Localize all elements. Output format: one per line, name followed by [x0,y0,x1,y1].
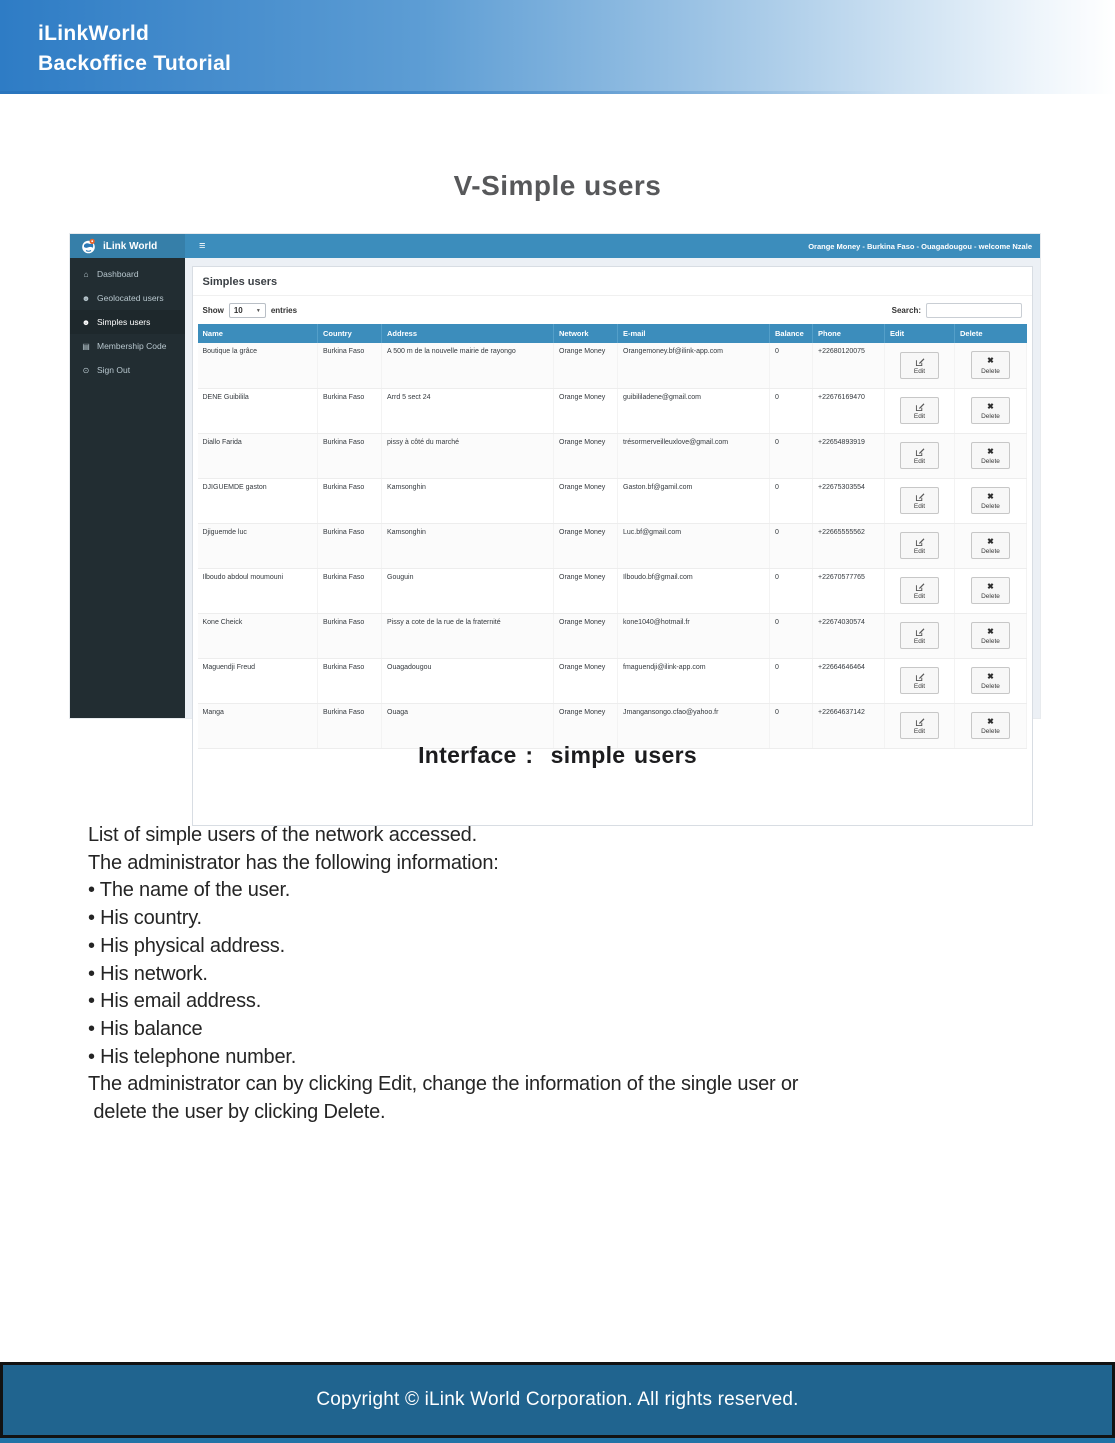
section-title: V-Simple users [453,170,662,201]
name-cell: Djiguemde luc [198,523,318,568]
email-cell: kone1040@hotmail.fr [618,613,770,658]
email-cell: Ilboudo.bf@gmail.com [618,568,770,613]
column-header-e-mail[interactable]: E-mail [618,324,770,343]
delete-button-label: Delete [981,412,1000,420]
country-cell: Burkina Faso [318,523,382,568]
edit-button-label: Edit [913,502,926,510]
delete-icon [987,492,994,501]
table-row [198,388,1027,433]
copyright-text: Copyright © iLink World Corporation. All rights reserved. [316,1389,799,1410]
delete-button[interactable] [971,577,1010,605]
edit-button[interactable] [900,532,939,559]
name-cell: Boutique la grâce [198,343,318,388]
home-icon: ⌂ [83,269,89,279]
brand-title: iLinkWorld [38,22,150,45]
footer-accent-strip [0,1438,1115,1443]
edit-icon [915,719,925,726]
brand-name: iLink World [103,240,158,252]
column-header-phone[interactable]: Phone [813,324,885,343]
column-header-balance[interactable]: Balance [770,324,813,343]
country-cell: Burkina Faso [318,568,382,613]
delete-icon [987,447,994,456]
edit-button[interactable] [900,667,939,694]
phone-cell: +22680120075 [813,343,885,388]
sidebar-toggle-icon[interactable] [185,240,219,252]
phone-cell: +22665555562 [813,523,885,568]
description-line: The administrator can by clicking Edit, change the information of the single user or [88,1073,799,1096]
edit-button-label: Edit [913,637,926,645]
network-cell: Orange Money [554,658,618,703]
sidebar-item-geolocated-users[interactable]: ☻ Geolocated users [81,293,164,303]
table-row [198,478,1027,523]
table-row [198,523,1027,568]
sidebar-item-sign-out[interactable]: ⊙ Sign Out [82,365,131,375]
country-cell: Burkina Faso [318,388,382,433]
delete-button-label: Delete [981,367,1000,375]
address-cell: Gouguin [382,568,554,613]
edit-icon [915,539,925,546]
search-label: Search: [891,306,921,315]
email-cell: guibililadene@gmail.com [618,388,770,433]
name-cell: DJIGUEMDE gaston [198,478,318,523]
address-cell: Ouagadougou [382,658,554,703]
delete-icon [987,537,994,546]
edit-icon [915,584,925,591]
description-line: • His telephone number. [88,1045,297,1068]
users-icon: ☻ [81,317,91,327]
show-label: Show [202,306,224,315]
address-cell: Kamsonghin [382,478,554,523]
balance-cell: 0 [770,388,813,433]
address-cell: Ouaga [382,703,554,748]
delete-button-label: Delete [981,547,1000,555]
edit-icon [915,358,925,365]
balance-cell: 0 [770,703,813,748]
table-row [198,433,1027,478]
delete-button[interactable] [971,712,1010,740]
country-cell: Burkina Faso [318,343,382,388]
description-line: The administrator has the following information: [88,851,499,874]
document-header [0,0,1115,94]
edit-button[interactable] [900,487,939,514]
edit-icon [915,494,925,501]
content-area [185,258,1041,735]
document-footer [0,1362,1115,1443]
edit-button-label: Edit [913,412,926,420]
phone-cell: +22664646464 [813,658,885,703]
app-screenshot [70,234,1040,735]
users-table [198,324,1028,749]
phone-cell: +22675303554 [813,478,885,523]
delete-button-label: Delete [981,502,1000,510]
network-cell: Orange Money [554,568,618,613]
description-line: • His network. [88,962,208,985]
delete-button[interactable] [971,351,1010,379]
column-header-country[interactable]: Country [318,324,382,343]
email-cell: trésormerveilleuxlove@gmail.com [618,433,770,478]
description-line: • The name of the user. [88,879,291,902]
delete-icon [987,582,994,591]
delete-button-label: Delete [981,457,1000,465]
delete-button[interactable] [971,442,1010,470]
edit-button-label: Edit [913,682,926,690]
name-cell: Manga [198,703,318,748]
phone-cell: +22664637142 [813,703,885,748]
delete-icon [987,717,994,726]
delete-button[interactable] [971,532,1010,560]
country-cell: Burkina Faso [318,613,382,658]
table-row [198,343,1027,388]
country-cell: Burkina Faso [318,703,382,748]
table-header-row [198,324,1027,343]
country-cell: Burkina Faso [318,433,382,478]
navbar-status: Orange Money - Burkina Faso - Ouagadougou - welcome Nzale [808,241,1032,251]
column-header-edit[interactable]: Edit [885,324,955,343]
name-cell: DENE Guibilila [198,388,318,433]
delete-button-label: Delete [981,637,1000,645]
network-cell: Orange Money [554,523,618,568]
network-cell: Orange Money [554,388,618,433]
email-cell: Jmangansongo.cfao@yahoo.fr [618,703,770,748]
address-cell: Arrd 5 sect 24 [382,388,554,433]
delete-button[interactable] [971,397,1010,425]
balance-cell: 0 [770,523,813,568]
app-logo[interactable] [70,234,185,258]
panel-title: Simples users [193,267,1033,296]
table-row [198,658,1027,703]
email-cell: fmaguendji@ilink-app.com [618,658,770,703]
delete-icon [987,402,994,411]
delete-button[interactable] [971,622,1010,650]
table-controls [193,296,1033,324]
table-row [198,613,1027,658]
delete-button-label: Delete [981,592,1000,600]
caret-down-icon [256,308,261,314]
balance-cell: 0 [770,658,813,703]
delete-icon [987,672,994,681]
column-header-name[interactable]: Name [198,324,318,343]
edit-button-label: Edit [913,547,926,555]
edit-button[interactable] [900,397,939,424]
edit-button-label: Edit [913,457,926,465]
email-cell: Gaston.bf@gamil.com [618,478,770,523]
phone-cell: +22674030574 [813,613,885,658]
search-input[interactable] [926,303,1022,318]
document-subtitle: Backoffice Tutorial [38,52,232,75]
description-line: delete the user by clicking Delete. [88,1101,386,1124]
phone-cell: +22654893919 [813,433,885,478]
entries-select[interactable] [229,303,266,318]
description-line: • His balance [88,1017,203,1040]
sidebar-item-simples-users[interactable]: ☻ Simples users [70,310,185,334]
phone-cell: +22670577765 [813,568,885,613]
column-header-delete[interactable]: Delete [955,324,1027,343]
address-cell: pissy à côté du marché [382,433,554,478]
balance-cell: 0 [770,478,813,523]
delete-button[interactable] [971,487,1010,515]
column-header-network[interactable]: Network [554,324,618,343]
delete-button[interactable] [971,667,1010,695]
edit-button-label: Edit [913,367,926,375]
edit-button[interactable] [900,352,939,379]
app-navbar [70,234,1040,258]
email-cell: Luc.bf@gmail.com [618,523,770,568]
edit-button[interactable] [900,622,939,649]
edit-button[interactable] [900,577,939,604]
power-icon: ⊙ [82,365,90,375]
balance-cell: 0 [770,568,813,613]
table-row [198,568,1027,613]
country-cell: Burkina Faso [318,658,382,703]
sidebar-item-dashboard[interactable]: ⌂ Dashboard [70,262,185,286]
balance-cell: 0 [770,343,813,388]
address-cell: Kamsonghin [382,523,554,568]
edit-button[interactable] [900,442,939,469]
globe-logo-icon [81,238,97,254]
name-cell: Ilboudo abdoul moumouni [198,568,318,613]
delete-icon [987,356,994,365]
description-line: List of simple users of the network accessed. [88,824,477,846]
address-cell: Pissy a cote de la rue de la fraternité [382,613,554,658]
delete-icon [987,627,994,636]
list-icon: ▤ [82,341,90,351]
balance-cell: 0 [770,613,813,658]
network-cell: Orange Money [554,433,618,478]
entries-label: entries [270,306,298,315]
address-cell: A 500 m de la nouvelle mairie de rayongo [382,343,554,388]
name-cell: Maguendji Freud [198,658,318,703]
network-cell: Orange Money [554,343,618,388]
edit-icon [915,629,925,636]
delete-button-label: Delete [981,727,1000,735]
network-cell: Orange Money [554,613,618,658]
phone-cell: +22676169470 [813,388,885,433]
edit-button[interactable] [900,712,939,739]
description-line: • His physical address. [88,934,285,957]
description [88,822,1065,1127]
description-line: • His country. [88,907,202,930]
network-cell: Orange Money [554,703,618,748]
column-header-address[interactable]: Address [382,324,554,343]
users-icon: ☻ [81,293,91,303]
description-line: • His email address. [88,990,262,1013]
delete-button-label: Delete [981,682,1000,690]
name-cell: Diallo Farida [198,433,318,478]
entries-value: 10 [233,306,243,315]
name-cell: Kone Cheick [198,613,318,658]
country-cell: Burkina Faso [318,478,382,523]
network-cell: Orange Money [554,478,618,523]
edit-button-label: Edit [913,592,926,600]
email-cell: Orangemoney.bf@ilink-app.com [618,343,770,388]
edit-icon [915,449,925,456]
edit-icon [915,674,925,681]
balance-cell: 0 [770,433,813,478]
edit-icon [915,404,925,411]
sidebar [70,258,185,718]
edit-button-label: Edit [913,727,926,735]
figure-caption: Interface : simple users [418,742,697,768]
sidebar-item-membership-code[interactable]: ▤ Membership Code [82,341,167,351]
